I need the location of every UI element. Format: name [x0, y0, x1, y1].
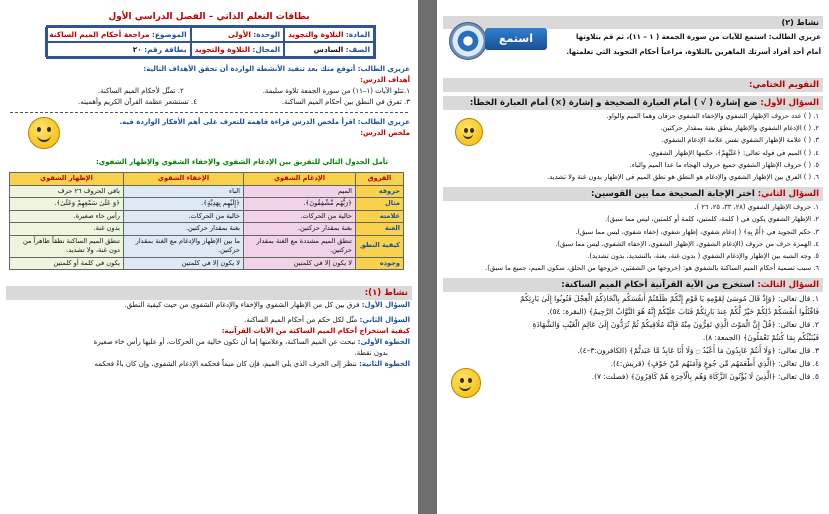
objective-3: ٣. تفرق في النطق بين أحكام الميم الساكنة.: [281, 98, 410, 106]
table-cell: تنطق الميم مشددة مع الغنة بمقدار حركتين.: [244, 235, 356, 257]
objective-1: ١.تتلو الآيات (١–١١) من سورة الجمعة تلاوة سليمة.: [262, 87, 410, 95]
q1-item: ١. ( ) عدد حروف الإظهار الشفوي والإخفاء الشفوي حرفان وهما الميم والواو.: [606, 112, 819, 120]
unit-cell: الوحدة: الأولى: [191, 27, 284, 42]
row-label: كيفية النطق: [356, 235, 404, 257]
q3-item: ٣. قال تعالى: ﴿وَلَا أَنتُمْ عَابِدُونَ مَا أَعْبُدُ ۝ وَلَا أَنَا عَابِدٌ مَّا عَبَدتُّمْ﴾ (الكافرون:٣–٤).: [577, 346, 819, 356]
divider: [10, 112, 408, 113]
comparison-table: [9, 172, 404, 270]
table-cell: تنطق الميم الساكنة نطقاً ظاهراً من دون غنة، ولا تشديد.: [10, 235, 124, 257]
table-row: [10, 198, 404, 211]
table-cell: ﴿وَ عَلَىٰ سَمْعِهِمْ وَعَلَىٰ﴾.: [10, 198, 124, 211]
listen-label: استمع للنص: [485, 28, 547, 50]
q3-item: ٢. قال تعالى: ﴿قُلْ إِنَّ الْمَوْتَ الَّذِي تَفِرُّونَ مِنْهُ فَإِنَّهُ مُلَاقِيكُمْ ثُمَّ تُرَدُّونَ إِلَىٰ عَالِمِ الْغَيْبِ وَالشَّهَادَةِ: [532, 320, 819, 330]
speaker-icon: [449, 22, 487, 60]
q2-item: ٤. الهمزة حرف من حروف (الإدغام الشفوي، الإظهار الشفوي، الإخفاء الشفوي، ليس مما سبق).: [555, 239, 819, 248]
table-cell: لا يكون إلا في كلمتين: [244, 257, 356, 270]
thinking-face-icon: [455, 118, 483, 146]
activity-1-title: نشاط (١):: [6, 286, 412, 300]
summary-prompt: عزيزي الطالب: اقرأ ملخص الدرس قراءة فاهمة للتعرف على أهم الأفكار الواردة فيه.: [119, 118, 410, 126]
q1-item: ٤. ( ) الميم في قوله تعالى: ﴿عَلَيْهِمْ﴾، حكمها الإظهار الشفوي.: [648, 148, 819, 157]
objective-4: ٤. تستشعر عظمة القرآن الكريم وأهميته.: [78, 98, 197, 106]
row-label: مثال: [356, 198, 404, 211]
summary-heading: ملخص الدرس:: [360, 129, 410, 137]
question-3-block: [437, 278, 829, 383]
table-cell: رأس خاء صغيرة.: [10, 210, 124, 223]
table-row: [10, 235, 404, 257]
row-label: حروفه: [356, 185, 404, 198]
q2-item: ٣. حكم التجويد في ﴿أَمْ بِهِ﴾ ( إدغام شفوي، إظهار شفوي، إخفاء شفوي، ليس مما سبق).: [575, 227, 819, 236]
table-cell: بغنة بمقدار حركتين.: [124, 223, 244, 236]
q2-item: ٦. سبب تسمية أحكام الميم الساكنة بالشفوي هو: (خروجها من الشفتين، خروجها من الحلق، سكون الميم، جميع ما سبق).: [485, 264, 819, 273]
table-caption: تأمل الجدول التالي للتفريق بين الإدغام الشفوي والإخفاء الشفوي والإظهار الشفوي:: [95, 158, 388, 166]
row-label: وجوده: [356, 257, 404, 270]
evaluation-heading: التقويم الختامي:: [443, 78, 823, 92]
table-row: [10, 185, 404, 198]
question-1-header: السؤال الأول: ضع إشارة ( √ ) أمام العبارة الصحيحة و إشارة (×) أمام العبارة الخطأ:: [443, 96, 823, 110]
q2-item: ١. حروف الإظهار الشفوي (٢٨، ٣٣، ٢٥، ٢٦ ).: [694, 203, 819, 212]
activity-1-q1: السؤال الأول: فرق بين كل من الإظهار الشفوي والإخفاء والإدغام الشفوي من حيث كيفية النطق.: [124, 301, 410, 309]
q1-item: ٦. ( ) الفرق بين الإظهار الشفوي والإدغام هو النطق هو نطق الميم في الإظهار بدون غنة ولا تشديد.: [547, 173, 819, 182]
intro-text: عزيزي الطالب: أتوقع منك بعد تنفيذ الأنشطة الواردة أن تحقق الأهداف التالية:: [143, 65, 410, 73]
table-header: الإظهار الشفوي: [10, 173, 124, 186]
table-header-row: [10, 173, 404, 186]
row-label: الغنة: [356, 223, 404, 236]
objectives-row-1: [8, 86, 410, 97]
question-2-header: السؤال الثاني: اختر الإجابة الصحيحة مما بين القوسين:: [443, 187, 823, 201]
activity-2-title: نشاط (٢): [443, 16, 823, 29]
table-cell: خالية من الحركات.: [124, 210, 244, 223]
q3-item: ١. قال تعالى: ﴿وَإِذْ قَالَ مُوسَىٰ لِقَوْمِهِ يَا قَوْمِ إِنَّكُمْ ظَلَمْتُمْ أَنفُسَكُم بِاتِّخَاذِكُمُ الْعِجْلَ فَتُوبُوا إِلَىٰ بَارِئِكُمْ: [520, 294, 819, 304]
table-cell: ﴿رَبُّهُم مِّشْفِقُونَ﴾.: [244, 198, 356, 211]
table-cell: الباء: [124, 185, 244, 198]
question-3-header: السؤال الثالث: استخرج من الآية القرآنية أحكام الميم الساكنة:: [443, 278, 823, 292]
objective-2: ٢. تمثّل لأحكام الميم الساكنة.: [98, 87, 184, 95]
q1-item: ٣. ( ) علامة الإظهار الشفوي نفس علامة الإدغام الشفوي.: [661, 136, 819, 145]
table-cell: بغنة بمقدار حركتين.: [244, 223, 356, 236]
listen-to-text-button[interactable]: [449, 20, 549, 67]
question-1-block: [437, 96, 829, 183]
thumbs-up-smiley-icon: [451, 368, 481, 398]
table-header: الإدغام الشفوي: [244, 173, 356, 186]
table-cell: الميم: [244, 185, 356, 198]
table-cell: خالية من الحركات.: [244, 210, 356, 223]
objectives-heading: أهداف الدرس:: [360, 76, 410, 84]
q3-item: ٥. قال تعالى: ﴿الَّذِينَ لَا يُؤْتُونَ الزَّكَاةَ وَهُم بِالْآخِرَةِ هُمْ كَافِرُونَ﴾ (فصلت: ٧).: [591, 372, 819, 382]
q3-item: فَاقْتُلُوا أَنفُسَكُمْ ذَٰلِكُمْ خَيْرٌ لَّكُمْ عِندَ بَارِئِكُمْ فَتَابَ عَلَيْكُمْ إِنَّهُ هُوَ التَّوَّابُ الرَّحِيمُ﴾ (البقرة: ٥٤).: [547, 307, 819, 317]
evaluation-page: [437, 0, 829, 514]
table-row: [10, 223, 404, 236]
table-cell: ما بين الإظهار والإدغام مع الغنة بمقدار حركتين.: [124, 235, 244, 257]
table-row: [10, 257, 404, 270]
q3-item: فَيُنَبِّئُكُم بِمَا كُنتُمْ تَعْمَلُونَ﴾ (الجمعة: ٨).: [702, 333, 819, 343]
card-info-grid: [46, 25, 376, 59]
table-row: [10, 210, 404, 223]
grade-cell: الصف: السادس: [284, 42, 374, 57]
card-title: بطاقات التعلم الذاتي – الفصل الدراسي الأول: [108, 12, 310, 22]
activity-2-intro-2: أمام أحد أفراد أسرتك الماهرين بالتلاوة، مراعياً أحكام التجويد التي تعلمتها.: [566, 48, 821, 56]
table-cell: بدون غنة.: [10, 223, 124, 236]
card-number-cell: بطاقة رقم: ٢٠: [45, 42, 190, 57]
step-1-continued: بدون نقطة.: [354, 349, 388, 357]
step-1: الخطوة الأولى: نبحث عن الميم الساكنة، وعلامتها إما أن تكون خالية من الحركات، أو عليها رأس خاء صغيرة: [93, 338, 410, 346]
subject-cell: المادة: التلاوة والتجويد: [284, 27, 374, 42]
summary-block: [0, 117, 418, 157]
objectives-row-2: [8, 97, 410, 108]
q3-item: ٤. قال تعالى: ﴿الَّذِي أَطْعَمَهُم مِّن جُوعٍ وَآمَنَهُم مِّنْ خَوْفٍ﴾ (قريش:٤).: [610, 359, 819, 369]
table-cell: يكون في كلمة أو كلمتين: [10, 257, 124, 270]
row-label: علامته: [356, 210, 404, 223]
field-cell: المجال: التلاوة والتجويد: [191, 42, 284, 57]
method-heading: كيفية استخراج أحكام الميم الساكنة من الآيات القرآنية:: [221, 327, 410, 335]
table-header: الإخفاء الشفوي: [124, 173, 244, 186]
activity-2-intro: عزيزي الطالب: استمع للآيات من سورة الجمعة ( ١ – ١١)، ثم قم بتلاوتها: [575, 33, 821, 41]
q2-item: ٢. الإظهار الشفوي يكون في ( كلمة، كلمتين، كلمة أو كلمتين، ليس مما سبق).: [605, 215, 819, 224]
table-header: الفروق: [356, 173, 404, 186]
q1-item: ٢. ( ) الإدغام الشفوي والإظهار ينطق بغنة بمقدار حركتين.: [660, 124, 819, 133]
q1-item: ٥. ( ) حروف الإظهار الشفوي جميع حروف الهجاء ما عدا الميم والباء.: [629, 160, 819, 169]
smiley-icon: [28, 117, 60, 149]
activity-1-q2: السؤال الثاني: مثّل لكل حكم من أحكام الميم الساكنة.: [244, 316, 410, 324]
q2-item: ٥. وجه الشبه بين الإظهار والإدغام الشفوي ( بدون غنة، بغنة، بالتشديد، بدون تشديد).: [587, 252, 819, 261]
topic-cell: الموضوع: مراجعة أحكام الميم الساكنة: [45, 27, 190, 42]
table-cell: ﴿إِلَيْهِم بِهَدِيَّةٍ﴾.: [124, 198, 244, 211]
step-2: الخطوة الثانية: ننظر إلى الحرف الذي يلي الميم، فإن كان ميماً فحكمه الإدغام الشفوي، وإن كان باءً فحكمه: [94, 360, 410, 368]
table-cell: باقي الحروف ٢٦ حرف: [10, 185, 124, 198]
page-gutter: [418, 0, 437, 514]
table-cell: لا يكون إلا في كلمتين: [124, 257, 244, 270]
